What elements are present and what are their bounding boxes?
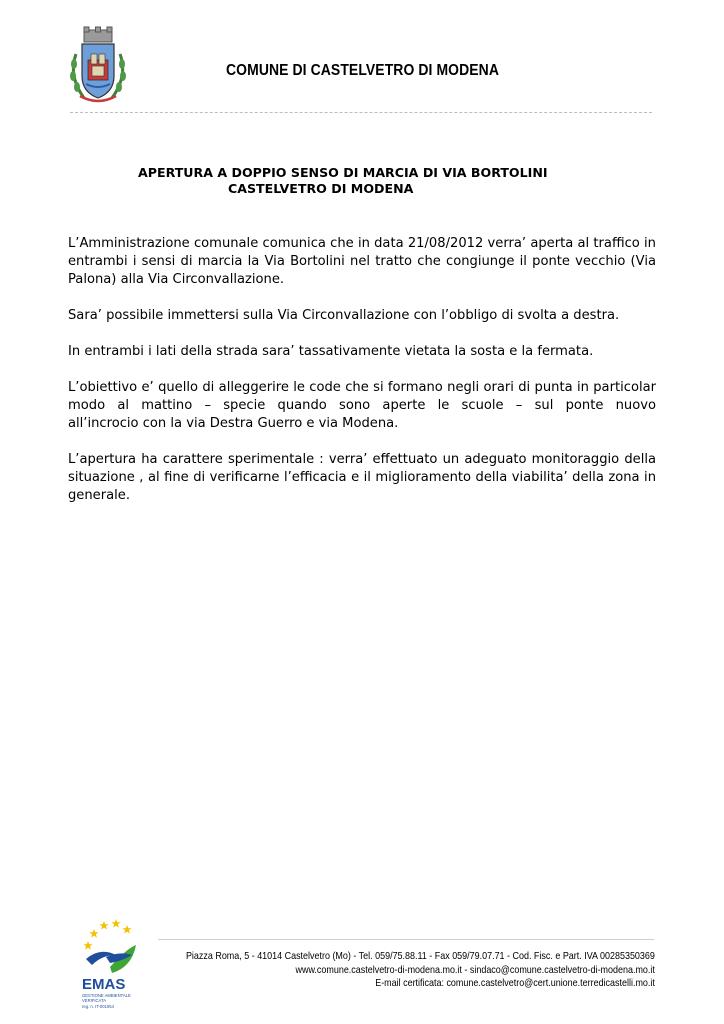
paragraph-objective-line-1: L’obiettivo e’ quello di alleggerire le code che si formano negli orari di punta in particolar modo al mattino – specie quando sono aperte le scuole – sul ponte nuovo — [68, 380, 656, 413]
paragraph-turn-right: Sara’ possibile immettersi sulla Via Circonvallazione con l’obbligo di svolta a destra. — [68, 308, 620, 323]
municipal-crest-logo — [66, 26, 130, 104]
footer-web-email: www.comune.castelvetro-di-modena.mo.it - sindaco@comune.castelvetro-di-modena.mo.it — [295, 964, 655, 976]
document-body — [68, 235, 656, 523]
document-title-line-2: CASTELVETRO DI MODENA — [228, 181, 414, 196]
footer-address: Piazza Roma, 5 - 41014 Castelvetro (Mo) - Tel. 059/75.88.11 - Fax 059/79.07.71 - Cod. Fisc. e Part. IVA 00285350369 — [186, 951, 655, 962]
paragraph-announcement: L’Amministrazione comunale comunica che in data 21/08/2012 verra’ aperta al traffico in entrambi i sensi di marcia la Via Bortolini nel tratto che congiunge il ponte vecchio (Via Palona) alla Via Circonvallazione. — [68, 236, 656, 287]
paragraph-objective-line-2: all’incrocio con la via Destra Guerro e via Modena. — [68, 416, 399, 431]
document-title-line-1: APERTURA A DOPPIO SENSO DI MARCIA DI VIA BORTOLINI — [138, 165, 548, 180]
emas-subtitle-1: GESTIONE AMBIENTALE — [82, 993, 131, 998]
emas-registration: reg. n. IT-001054 — [82, 1004, 114, 1009]
emas-subtitle-2: VERIFICATA — [82, 998, 107, 1003]
municipality-name: COMUNE DI CASTELVETRO DI MODENA — [226, 62, 500, 79]
paragraph-objective — [68, 379, 656, 433]
paragraph-experimental: L’apertura ha carattere sperimentale : verra’ effettuato un adeguato monitoraggio della situazione , al fine di verificarne l’efficacia e il miglioramento della viabilita’ della zona in generale. — [68, 452, 656, 503]
emas-logo — [80, 915, 140, 1015]
footer-pec: E-mail certificata: comune.castelvetro@cert.unione.terredicastelli.mo.it — [375, 978, 655, 989]
footer-contacts — [186, 950, 655, 991]
emas-label: EMAS — [82, 976, 126, 993]
footer-divider — [158, 939, 654, 940]
paragraph-no-parking: In entrambi i lati della strada sara’ tassativamente vietata la sosta e la fermata. — [68, 344, 594, 359]
header-divider — [70, 112, 652, 113]
